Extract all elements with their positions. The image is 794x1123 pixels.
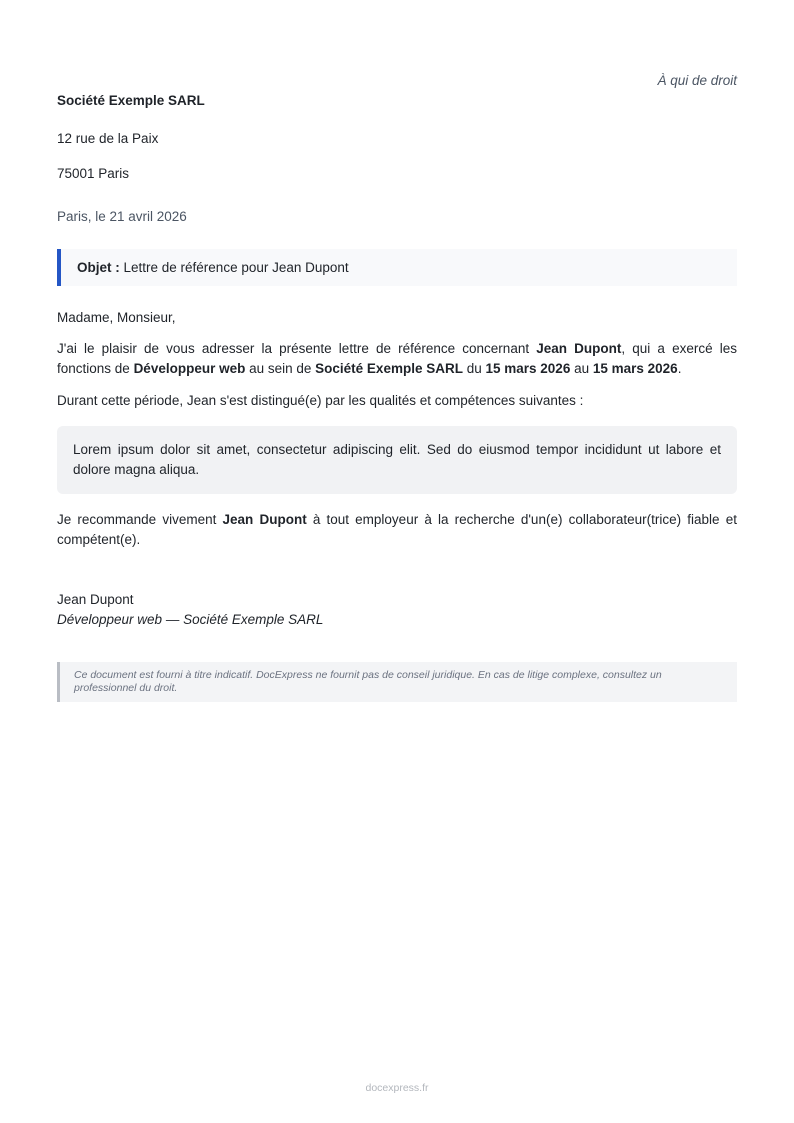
p1-seg-4: au sein de (245, 361, 316, 376)
p1-seg-6: du (462, 361, 486, 376)
signature-name: Jean Dupont (57, 592, 134, 607)
p3-seg-1: Jean Dupont (222, 512, 307, 527)
signature-role: Développeur web — Société Exemple SARL (57, 612, 324, 627)
p3-seg-2: à tout employeur à la recherche d'un(e) collaborateur(trice) fiable et compétent(e). (57, 512, 737, 547)
subject-box (57, 249, 737, 286)
p1-seg-5: Société Exemple SARL (315, 361, 463, 376)
legal-disclaimer: Ce document est fourni à titre indicatif. DocExpress ne fournit pas de conseil juridique. En cas de litige complexe, consultez un professionnel du droit. (57, 662, 737, 702)
subject-label: Objet : (77, 260, 120, 275)
p1-seg-3: Développeur web (133, 361, 246, 376)
p1-seg-8: au (570, 361, 593, 376)
p1-seg-1: Jean Dupont (536, 341, 622, 356)
p1-seg-2: , qui a exercé les fonctions de (57, 341, 737, 376)
sender-company: Société Exemple SARL (57, 93, 205, 108)
salutation: Madame, Monsieur, (57, 310, 176, 325)
body-paragraph-3 (57, 510, 737, 550)
sender-address-street: 12 rue de la Paix (57, 131, 159, 146)
sender-address-city: 75001 Paris (57, 166, 130, 181)
p1-seg-10: . (677, 361, 682, 376)
p1-seg-7: 15 mars 2026 (485, 361, 571, 376)
to-whom-line: À qui de droit (657, 73, 737, 88)
body-paragraph-2: Durant cette période, Jean s'est distingué(e) par les qualités et compétences suivantes : (57, 393, 584, 408)
p1-seg-9: 15 mars 2026 (592, 361, 678, 376)
date-line: Paris, le 21 avril 2026 (57, 209, 187, 224)
site-footer: docexpress.fr (365, 1082, 429, 1094)
p3-seg-0: Je recommande vivement (57, 512, 223, 527)
subject-text: Lettre de référence pour Jean Dupont (119, 260, 349, 275)
body-paragraph-1 (57, 339, 737, 379)
qualities-quote-box: Lorem ipsum dolor sit amet, consectetur adipiscing elit. Sed do eiusmod tempor incididunt ut labore et dolore magna aliqua. (57, 426, 737, 494)
p1-seg-0: J'ai le plaisir de vous adresser la présente lettre de référence concernant (57, 341, 537, 356)
